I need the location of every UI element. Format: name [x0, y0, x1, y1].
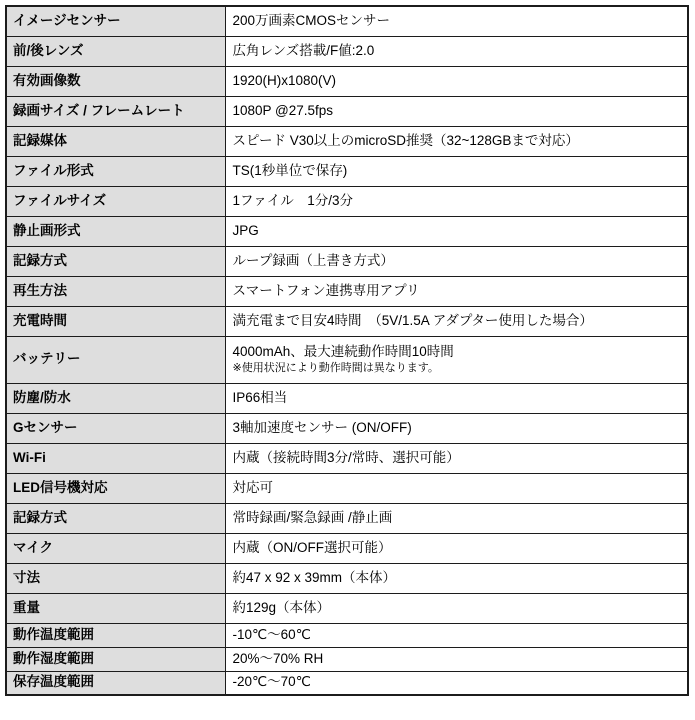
spec-label: Gセンサー: [6, 413, 225, 443]
spec-value-cell: [225, 413, 688, 443]
spec-label: LED信号機対応: [6, 473, 225, 503]
spec-label: 再生方法: [6, 276, 225, 306]
table-row: [6, 36, 688, 66]
spec-value: ループ録画（上書き方式）: [232, 252, 394, 268]
spec-label: 記録媒体: [6, 126, 225, 156]
spec-value: 約129g（本体）: [232, 599, 331, 615]
table-row: [6, 593, 688, 623]
spec-value: 3軸加速度センサー (ON/OFF): [232, 419, 412, 435]
spec-value: 1080P @27.5fps: [232, 102, 334, 118]
spec-value-cell: [225, 156, 688, 186]
spec-value-cell: [225, 66, 688, 96]
spec-value: IP66相当: [232, 389, 288, 405]
spec-value-cell: [225, 503, 688, 533]
spec-value-note: ※使用状況により動作時間は異なります。: [232, 361, 439, 374]
table-row: [6, 66, 688, 96]
spec-value: スマートフォン連携専用アプリ: [232, 282, 420, 298]
spec-value: 1920(H)x1080(V): [232, 72, 337, 88]
spec-label: イメージセンサー: [6, 6, 225, 36]
spec-value: TS(1秒単位で保存): [232, 162, 348, 178]
table-row: [6, 96, 688, 126]
spec-label: 充電時間: [6, 306, 225, 336]
table-row: [6, 473, 688, 503]
spec-value-cell: [225, 216, 688, 246]
spec-table: [5, 5, 689, 696]
table-row: [6, 671, 688, 695]
table-row: [6, 443, 688, 473]
spec-value-cell: [225, 246, 688, 276]
spec-label: マイク: [6, 533, 225, 563]
spec-value: 約47 x 92 x 39mm（本体）: [232, 569, 397, 585]
table-row: [6, 563, 688, 593]
spec-label: 記録方式: [6, 246, 225, 276]
table-row: [6, 216, 688, 246]
spec-value: 広角レンズ搭載/F値:2.0: [232, 42, 375, 58]
spec-value: 1ファイル 1分/3分: [232, 192, 354, 208]
table-row: [6, 503, 688, 533]
spec-label: 保存温度範囲: [6, 671, 225, 695]
spec-value-cell: [225, 96, 688, 126]
table-row: [6, 413, 688, 443]
table-row: [6, 623, 688, 647]
spec-label: ファイルサイズ: [6, 186, 225, 216]
spec-value-cell: [225, 276, 688, 306]
spec-label: 防塵/防水: [6, 383, 225, 413]
spec-label: Wi-Fi: [6, 443, 225, 473]
spec-value-cell: [225, 473, 688, 503]
spec-value: 内蔵（接続時間3分/常時、選択可能）: [232, 449, 460, 465]
spec-value-cell: [225, 563, 688, 593]
spec-value: 常時録画/緊急録画 /静止画: [232, 509, 393, 525]
spec-label: 重量: [6, 593, 225, 623]
spec-label: バッテリー: [6, 336, 225, 383]
spec-value-cell: [225, 6, 688, 36]
spec-value: 20%～70% RH: [232, 650, 324, 666]
table-row: [6, 6, 688, 36]
table-row: [6, 383, 688, 413]
table-row: [6, 647, 688, 671]
spec-value: -20℃～70℃: [232, 674, 311, 690]
table-row: [6, 246, 688, 276]
table-row: [6, 156, 688, 186]
spec-value-cell: [225, 126, 688, 156]
spec-label: 録画サイズ / フレームレート: [6, 96, 225, 126]
spec-value: 200万画素CMOSセンサー: [232, 12, 391, 28]
table-row: [6, 126, 688, 156]
table-row: [6, 186, 688, 216]
table-row: [6, 336, 688, 383]
spec-value: スピード V30以上のmicroSD推奨（32~128GBまで対応）: [232, 132, 579, 148]
spec-label: 記録方式: [6, 503, 225, 533]
spec-value-cell: [225, 443, 688, 473]
spec-value: 4000mAh、最大連続動作時間10時間: [232, 343, 454, 359]
spec-value: 内蔵（ON/OFF選択可能）: [232, 539, 392, 555]
spec-value-cell: [225, 383, 688, 413]
spec-label: 有効画像数: [6, 66, 225, 96]
spec-value: 満充電まで目安4時間 （5V/1.5A アダプター使用した場合）: [232, 312, 593, 328]
spec-value-cell: [225, 336, 688, 383]
spec-value-cell: [225, 186, 688, 216]
table-row: [6, 533, 688, 563]
spec-label: 動作温度範囲: [6, 623, 225, 647]
table-row: [6, 306, 688, 336]
spec-value-cell: [225, 647, 688, 671]
spec-value: JPG: [232, 222, 259, 238]
spec-value-cell: [225, 593, 688, 623]
spec-value-cell: [225, 36, 688, 66]
spec-label: 寸法: [6, 563, 225, 593]
spec-label: ファイル形式: [6, 156, 225, 186]
spec-value: 対応可: [232, 479, 273, 495]
spec-value-cell: [225, 623, 688, 647]
spec-value-cell: [225, 533, 688, 563]
spec-value-cell: [225, 306, 688, 336]
spec-value: -10℃～60℃: [232, 626, 311, 642]
spec-table-body: [6, 6, 688, 695]
spec-value-cell: [225, 671, 688, 695]
table-row: [6, 276, 688, 306]
spec-label: 前/後レンズ: [6, 36, 225, 66]
spec-label: 動作湿度範囲: [6, 647, 225, 671]
spec-label: 静止画形式: [6, 216, 225, 246]
